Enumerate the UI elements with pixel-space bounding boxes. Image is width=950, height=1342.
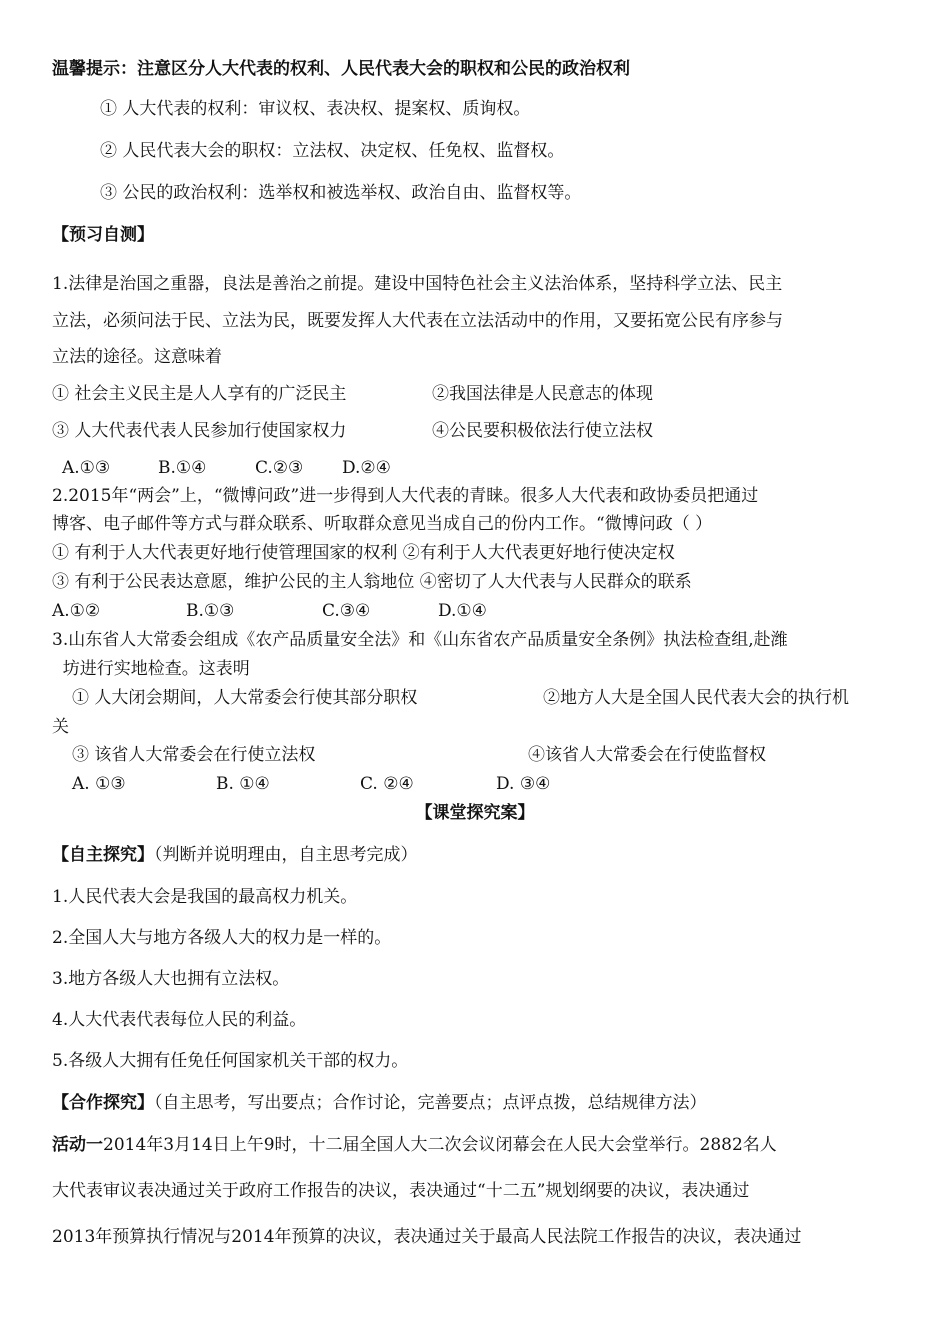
activity-text-1: 2014年3月14日上午9时，十二届全国人大二次会议闭幕会在人民大会堂举行。2882名人 [103,1135,777,1155]
coop-inquiry-heading: 【合作探究】 [52,1093,154,1113]
tip-title: 温馨提示：注意区分人大代表的权利、人民代表大会的职权和公民的政治权利 [52,59,630,79]
q1-choice-c[interactable]: C.②③ [255,458,304,478]
q2-choice-a[interactable]: A.①② [52,601,101,621]
q1-option-1: ① 社会主义民主是人人享有的广泛民主 [52,384,347,404]
q3-line-1: 3.山东省人大常委会组成《农产品质量安全法》和《山东省农产品质量安全条例》执法检查组,赴潍 [52,630,788,650]
q2-choice-d[interactable]: D.①④ [438,601,487,621]
statement-5: 5.各级人大拥有任免任何国家机关干部的权力。 [52,1051,409,1071]
preview-heading: 【预习自测】 [52,225,154,245]
activity-line-3: 2013年预算执行情况与2014年预算的决议，表决通过关于最高人民法院工作报告的决议，表决通过 [52,1227,802,1247]
q3-choice-d[interactable]: D. ③④ [496,774,551,794]
q1-line-3: 立法的途径。这意味着 [52,347,222,367]
q3-option-2-cont: 关 [52,717,69,737]
q1-line-2: 立法，必须问法于民、立法为民，既要发挥人大代表在立法活动中的作用，又要拓宽公民有序参与 [52,311,783,331]
tip-item-3: ③ 公民的政治权利：选举权和被选举权、政治自由、监督权等。 [100,183,582,203]
q2-line-2: 博客、电子邮件等方式与群众联系、听取群众意见当成自己的份内工作。“微博问政（ ） [52,514,713,534]
self-inquiry-heading: 【自主探究】 [52,845,154,865]
q2-choice-b[interactable]: B.①③ [186,601,235,621]
q1-choice-d[interactable]: D.②④ [342,458,391,478]
q3-choice-c[interactable]: C. ②④ [360,774,414,794]
q3-option-1: ① 人大闭会期间，人大常委会行使其部分职权 [72,688,418,708]
statement-1: 1.人民代表大会是我国的最高权力机关。 [52,887,358,907]
q3-option-2: ②地方人大是全国人民代表大会的执行机 [543,688,849,708]
q3-option-3: ③ 该省人大常委会在行使立法权 [72,745,316,765]
q2-options-3-4: ③ 有利于公民表达意愿，维护公民的主人翁地位 ④密切了人大代表与人民群众的联系 [52,572,692,592]
coop-inquiry-note: （自主思考，写出要点；合作讨论，完善要点；点评点拨，总结规律方法） [154,1093,707,1113]
tip-item-2: ② 人民代表大会的职权：立法权、决定权、任免权、监督权。 [100,141,565,161]
q1-choice-a[interactable]: A.①③ [62,458,111,478]
activity-line-2: 大代表审议表决通过关于政府工作报告的决议，表决通过“十二五”规划纲要的决议，表决通过 [52,1181,750,1201]
statement-2: 2.全国人大与地方各级人大的权力是一样的。 [52,928,392,948]
coop-inquiry-header [52,1092,707,1114]
tip-item-1: ① 人大代表的权利：审议权、表决权、提案权、质询权。 [100,99,531,119]
q1-option-3: ③ 人大代表代表人民参加行使国家权力 [52,421,347,441]
q3-line-2: 坊进行实地检查。这表明 [52,659,250,679]
classroom-heading: 【课堂探究案】 [415,803,535,823]
self-inquiry-header [52,844,418,866]
statement-3: 3.地方各级人大也拥有立法权。 [52,969,290,989]
activity-label: 活动一 [52,1135,103,1155]
q3-choice-b[interactable]: B. ①④ [216,774,270,794]
q1-choice-b[interactable]: B.①④ [158,458,207,478]
q2-choice-c[interactable]: C.③④ [322,601,371,621]
activity-line-1 [52,1134,777,1156]
q2-line-1: 2.2015年“两会”上，“微博问政”进一步得到人大代表的青睐。很多人大代表和政协委员把通过 [52,486,759,506]
statement-4: 4.人大代表代表每位人民的利益。 [52,1010,307,1030]
q1-option-4: ④公民要积极依法行使立法权 [432,421,653,441]
q1-line-1: 1.法律是治国之重器，良法是善治之前提。建设中国特色社会主义法治体系，坚持科学立法、民主 [52,274,783,294]
q3-option-4: ④该省人大常委会在行使监督权 [528,745,766,765]
q1-option-2: ②我国法律是人民意志的体现 [432,384,653,404]
q2-options-1-2: ① 有利于人大代表更好地行使管理国家的权利 ②有利于人大代表更好地行使决定权 [52,543,675,563]
q3-choice-a[interactable]: A. ①③ [72,774,126,794]
self-inquiry-note: （判断并说明理由，自主思考完成） [154,845,418,865]
